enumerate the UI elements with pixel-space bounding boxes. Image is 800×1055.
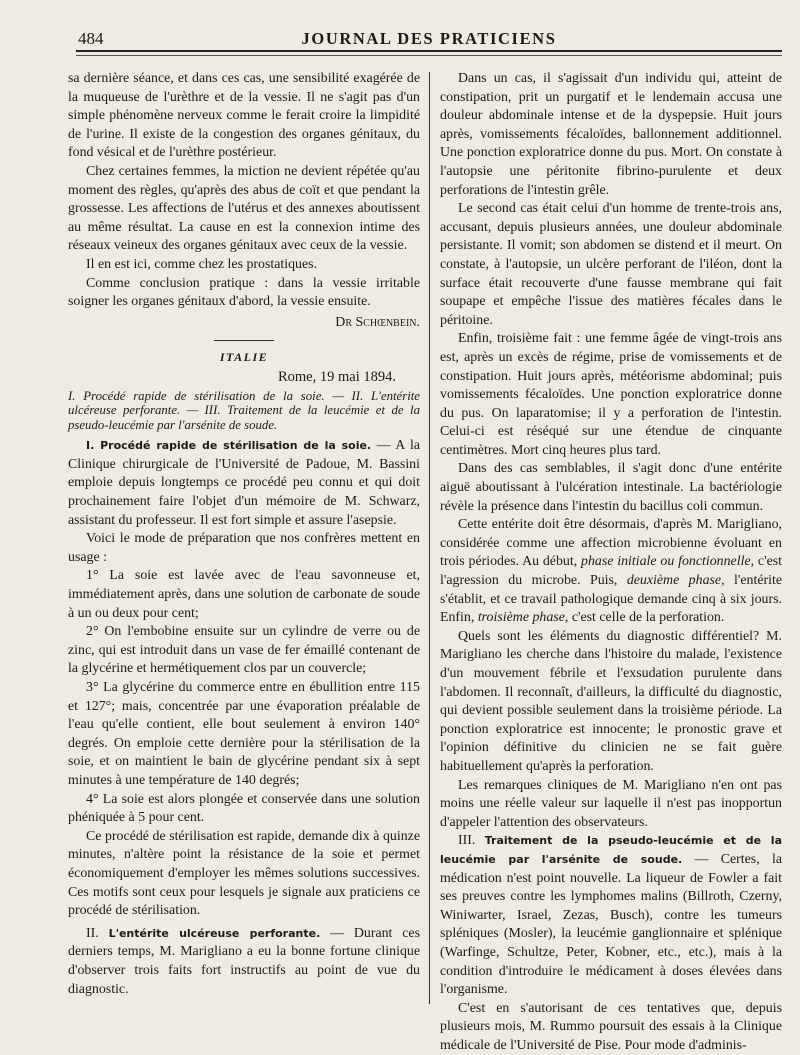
paragraph: 1° La soie est lavée avec de l'eau savonneuse et, immédiatement après, dans une solution de carbonate de soude à un ou deux pour cent; xyxy=(68,568,420,621)
section-rule xyxy=(214,340,274,341)
section-2-heading: L'entérite ulcéreuse perforante. xyxy=(108,926,321,940)
section-3-number: III. xyxy=(458,833,476,849)
paragraph: Chez certaines femmes, la miction ne devient répétée qu'au moment des règles, qu'après des abus de coït et que pendant la grossesse. Les affections de l'utérus et des annexes aboutissent au même résultat. La cause en est la connexion intime des réseaux veineux des organes génitaux avec ceux de la vessie. xyxy=(68,163,420,254)
text-run: Cette entérite doit être désormais, d'après M. Marigliano, considérée comme une affection microbienne évoluant en trois périodes. Au début, xyxy=(440,517,782,570)
paragraph: Quels sont les éléments du diagnostic différentiel? M. Marigliano les cherche dans l'histoire du malade, l'existence d'un mouvement fébrile et l'exsudation purulente dans l'abdomen. Il reconnaît, d'ailleurs, la difficulté du diagnostic, qui devient possible seulement dans la troisième période. La ponction exploratrice est innocente; le pronostic grave et l'opinion définitive du clinicien ne se fait guère habituellement qu'après la perforation. xyxy=(440,628,782,774)
italic-run: phase initiale ou fonctionnelle xyxy=(581,554,751,570)
header-rule-thin xyxy=(76,55,782,56)
section-title: ITALIE xyxy=(219,350,269,365)
italic-run: deuxième phase xyxy=(626,573,722,589)
paragraph: 2° On l'embobine ensuite sur un cylindre de verre ou de zinc, qui est introduit dans un vase de fer émaillé contenant de la glycérine et hermétiquement clos par un couvercle; xyxy=(68,624,420,677)
paragraph: Dans des cas semblables, il s'agit donc d'une entérite aiguë aboutissant à l'ulcération intestinale. La bactériologie révèle la présence dans l'intestin du bacillus coli commun. xyxy=(440,461,782,514)
paragraph: Il en est ici, comme chez les prostatiques. xyxy=(86,256,318,272)
text-run: , c'est l'agression du microbe. Puis, xyxy=(440,554,783,589)
page-number: 484 xyxy=(78,29,104,48)
header-rule xyxy=(76,50,782,52)
section-3-heading: Traitement de la pseudo-leucémie et de la leucémie par l'arsénite de soude. xyxy=(440,834,782,866)
paragraph: Les remarques cliniques de M. Marigliano n'en ont pas moins une réelle valeur sur laquelle il n'est pas inopportun d'appeler l'attention des observateurs. xyxy=(440,777,782,830)
paragraph-section-2 xyxy=(68,925,420,999)
journal-title: JOURNAL DES PRATICIENS xyxy=(301,29,557,48)
paragraph: Dans un cas, il s'agissait d'un individu qui, atteint de constipation, prit un purgatif et le lendemain accusa une douleur abdominale intense et de la dyspepsie. Huit jours après, vomissements fécaloïdes, ballonnement additionnel. Une ponction exploratrice donne du pus. Mort. On constate à l'autopsie une péritonite fibrino-purulente et deux perforations de l'intestin grêle. xyxy=(440,71,782,198)
paragraph: 4° La soie est alors plongée et conservée dans une solution phéniquée à 5 pour cent. xyxy=(68,791,420,826)
right-column xyxy=(440,70,782,1055)
column-divider xyxy=(429,72,430,1004)
dateline: Rome, 19 mai 1894. xyxy=(277,368,396,385)
paragraph-section-3 xyxy=(440,832,782,999)
section-2-number: II. xyxy=(86,925,99,941)
paragraph: 3° La glycérine du commerce entre en ébullition entre 115 et 127°; mais, concentrée par une évaporation préalable de l'eau qu'elle contient, elle bout seulement à environ 140° degrés. On emploie cette dernière pour la stérilisation de la soie, et on maintient le bain de glycérine pendant six à sept minutes à une température de 140 degrés; xyxy=(68,680,420,788)
paragraph: Comme conclusion pratique : dans la vessie irritable soigner les organes génitaux d'abord, la vessie ensuite. xyxy=(68,275,420,310)
paragraph: sa dernière séance, et dans ces cas, une sensibilité exagérée de la muqueuse de l'urèthre et de la vessie. Il ne s'agit pas d'un simple phénomène nerveux comme le ferait croire la limpidité de l'urine. Il existe de la congestion des organes génitaux, du fond vésical et de l'urèthre postérieur. xyxy=(68,71,420,161)
left-column xyxy=(68,70,420,999)
paragraph: Le second cas était celui d'un homme de trente-trois ans, accusant, depuis plusieurs années, une douleur abdominale persistante. Il vomit; son abdomen se distend et il meurt. On constate, à l'autopsie, un ulcère perforant de l'iléon, dont la surface était recouverte d'une fausse membrane qui fait soupape et empêche l'issue des matières fécales dans le péritoine. xyxy=(440,201,782,328)
section-summary: I. Procédé rapide de stérilisation de la soie. — II. L'entérite ulcéreuse perforante. — III. Traitement de la leucémie et de la pseudo-leucémie par l'arsénite de soude. xyxy=(68,388,420,432)
section-3-text: — Certes, la médication n'est point nouvelle. La liqueur de Fowler a fait ses preuves contre les lymphomes malins (Billroth, Czerny, Winiwarter, Israel, Zezas, Busch), contre les tumeurs spléniques (Mosler), la leucémie ganglionnaire et splénique (Warfinge, Schultze, Peter, Kobner, etc., etc.), mais à la condition d'introduire le médicament à doses élevées dans l'organisme. xyxy=(440,851,783,998)
page-header xyxy=(76,28,782,50)
section-1-text: — A la Clinique chirurgicale de l'Université de Padoue, M. Bassini emploie depuis longtemps ce procédé peu connu et qui doit prochainement faire l'objet d'un mémoire de M. Schwarz, assistant du professeur. Il est fort simple et assure l'asepsie. xyxy=(68,438,420,528)
paragraph xyxy=(440,516,782,628)
section-2-text: — Durant ces derniers temps, M. Marigliano a eu la bonne fortune clinique d'observer trois faits fort instructifs au point de vue du diagnostic. xyxy=(68,925,420,997)
text-run: , c'est celle de la perforation. xyxy=(564,610,725,626)
paragraph-section-1 xyxy=(68,437,420,530)
paragraph: Voici le mode de préparation que nos confrères mettent en usage : xyxy=(68,531,420,565)
text-run: , l'entérite s'établit, et ce travail pathologique demande cinq à six jours. Enfin, xyxy=(440,573,782,626)
italic-run: troisième phase xyxy=(477,610,565,626)
paragraph: Ce procédé de stérilisation est rapide, demande dix à quinze minutes, n'altère point la résistance de la soie et permet économiquement d'employer les mêmes solutions successives. Ces motifs sont ceux pour lesquels je signale aux praticiens ce procédé de stérilisation. xyxy=(68,828,420,919)
paragraph: Enfin, troisième fait : une femme âgée de vingt-trois ans est, après un excès de régime, prise de vomissements et de constipation. Huit jours après, météorisme abdominal; puis vomissements fécaloïdes. Une ponction exploratrice donne du pus. On laparatomise; il y a perforation de l'intestin. Celui-ci est réséqué sur une étendue de cinquante centimètres. Mort cinq heures plus tard. xyxy=(440,331,782,458)
paragraph: C'est en s'autorisant de ces tentatives que, depuis plusieurs mois, M. Rummo poursuit des essais à la Clinique médicale de l'Université de Pise. Pour mode d'adminis- xyxy=(440,1000,782,1053)
section-1-heading: I. Procédé rapide de stérilisation de la soie. xyxy=(86,439,372,453)
author-signature xyxy=(68,314,420,333)
signature-text: Dr Schœnbein. xyxy=(335,314,420,330)
